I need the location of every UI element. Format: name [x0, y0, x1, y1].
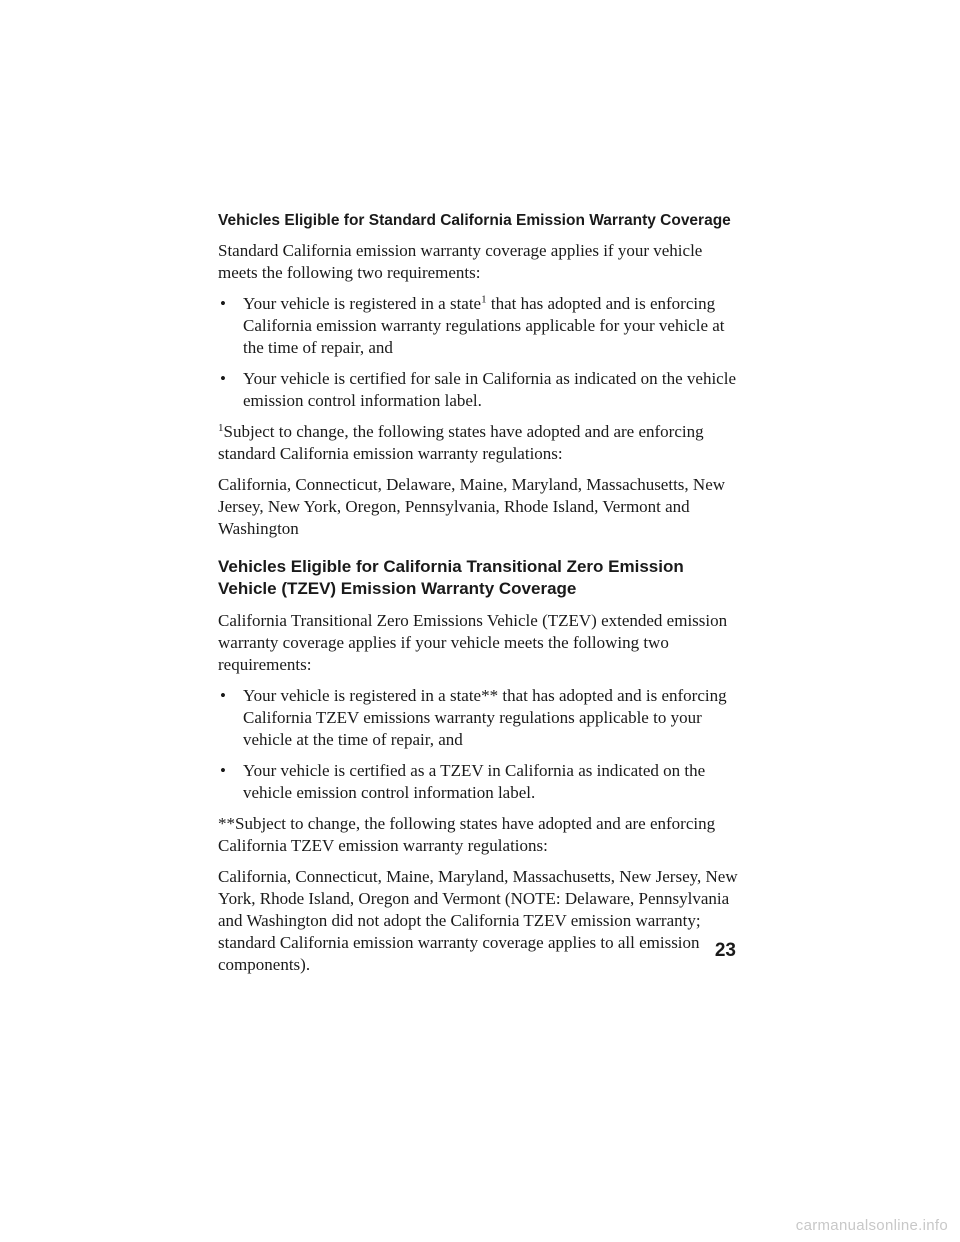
watermark-link[interactable]: carmanualsonline.info [795, 1217, 948, 1234]
section-intro-tzev: California Transitional Zero Emissions Vehicle (TZEV) extended emission warranty coverage applies if your vehicle meets the following two requirements: [218, 611, 728, 674]
page-text [218, 210, 738, 985]
footnote-tzev: **Subject to change, the following states have adopted and are enforcing California TZEV emission warranty regulations: [218, 814, 716, 855]
list-item-text: Your vehicle is certified for sale in California as indicated on the vehicle emission control information label. [243, 369, 736, 410]
bullet-icon: • [220, 761, 226, 780]
list-item-text: Your vehicle is certified as a TZEV in California as indicated on the vehicle emission control information label. [243, 761, 706, 802]
footnote-standard: $^1$Subject to change, the following states have adopted and are enforcing standard California emission warranty regulations: [218, 422, 704, 463]
list-item [218, 293, 738, 359]
list-item [218, 685, 738, 751]
list-item [218, 368, 738, 412]
states-list-standard: California, Connecticut, Delaware, Maine, Maryland, Massachusetts, New Jersey, New York, Oregon, Pennsylvania, Rhode Island, Vermont and Washington [218, 475, 726, 538]
list-item-text: Your vehicle is registered in a state$^1$ that has adopted and is enforcing California emission warranty regulations applicable for your vehicle at the time of repair, and [243, 293, 725, 357]
bullet-icon: • [220, 294, 226, 313]
footnote-marker: 1 [218, 422, 224, 434]
requirements-list-tzev [218, 685, 738, 804]
bullet-icon: • [220, 686, 226, 705]
states-list-tzev: California, Connecticut, Maine, Maryland, Massachusetts, New Jersey, New York, Rhode Island, Oregon and Vermont (NOTE: Delaware, Pennsylvania and Washington did not adopt the California TZEV emission warranty; standard California emission warranty coverage applies to all emission components). [218, 867, 738, 974]
section-heading-standard: Vehicles Eligible for Standard California Emission Warranty Coverage [218, 212, 731, 229]
bullet-icon: • [220, 369, 226, 388]
list-item-text: Your vehicle is registered in a state** that has adopted and is enforcing California TZEV emissions warranty regulations applicable to your vehicle at the time of repair, and [243, 686, 727, 749]
requirements-list-standard [218, 293, 738, 412]
section-intro-standard: Standard California emission warranty coverage applies if your vehicle meets the following two requirements: [218, 241, 703, 282]
list-item [218, 760, 738, 804]
footnote-ref: 1 [481, 293, 487, 306]
page-number: 23 [714, 940, 736, 961]
section-heading-tzev: Vehicles Eligible for California Transitional Zero Emission Vehicle (TZEV) Emission Warranty Coverage [218, 557, 684, 598]
